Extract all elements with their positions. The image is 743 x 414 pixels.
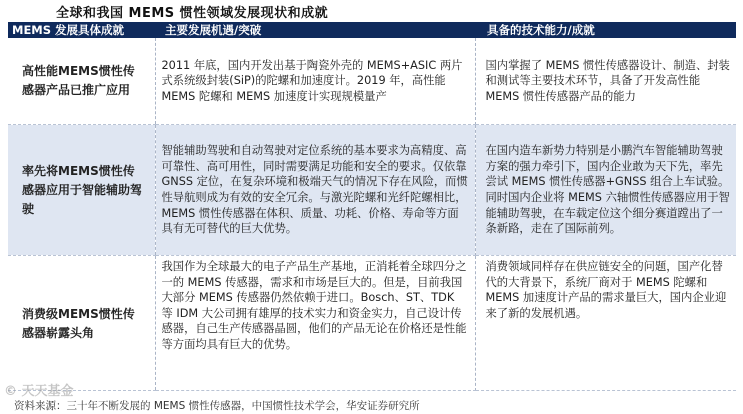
row-label: 消费级MEMS惯性传感器崭露头角 [8, 256, 155, 391]
table-row [8, 125, 736, 256]
table-header-row [8, 22, 736, 38]
watermark: © 天天基金 [4, 384, 74, 399]
header-capability: 具备的技术能力/成就 [475, 22, 736, 38]
mems-achievements-table [8, 22, 736, 391]
header-achievement: MEMS 发展具体成就 [8, 22, 155, 38]
table-row [8, 256, 736, 391]
row-capability: 在国内造车新势力特别是小鹏汽车智能辅助驾驶方案的强力牵引下，国内企业敢为天下先，率先尝试 MEMS 惯性传感器+GNSS 组合上车试验。同时国内企业将 MEMS 六轴惯性传感器应用于智能辅助驾驶，在车载定位这个细分赛道蹚出了一条新路，走在了国际前列。 [475, 125, 736, 256]
row-capability: 消费领域同样存在供应链安全的问题，国产化替代的大背景下，系统厂商对于 MEMS 陀螺和 MEMS 加速度计产品的需求量巨大，国内企业迎来了新的发展机遇。 [475, 256, 736, 391]
row-opportunity: 智能辅助驾驶和自动驾驶对定位系统的基本要求为高精度、高可靠性、高可用性，同时需要满足功能和安全的要求。仅依靠 GNSS 定位，在复杂环境和极端天气的情况下存在风险，而惯性导航则成为有效的安全冗余。与激光陀螺和光纤陀螺相比，MEMS 惯性传感器在体积、质量、功耗、价格、寿命等方面具有无可替代的巨大优势。 [155, 125, 475, 256]
row-label: 高性能MEMS惯性传感器产品已推广应用 [8, 38, 155, 125]
document-title: 全球和我国 MEMS 惯性领域发展现状和成就 [56, 6, 329, 21]
table-row [8, 38, 736, 125]
row-label: 率先将MEMS惯性传感器应用于智能辅助驾驶 [8, 125, 155, 256]
row-opportunity: 我国作为全球最大的电子产品生产基地，正消耗着全球四分之一的 MEMS 传感器，需求和市场是巨大的。但是，目前我国大部分 MEMS 传感器仍然依赖于进口。Bosch、ST、TDK 等 IDM 大公司拥有雄厚的技术实力和资金实力，自己设计传感器，自己生产传感器晶圆，他们的产品无论在价格还是性能等方面均具有巨大的优势。 [155, 256, 475, 391]
source-note: 资料来源：三十年不断发展的 MEMS 惯性传感器，中国惯性技术学会，华安证券研究所 [14, 400, 420, 412]
header-opportunity: 主要发展机遇/突破 [155, 22, 475, 38]
row-opportunity: 2011 年底，国内开发出基于陶瓷外壳的 MEMS+ASIC 两片式系统级封装(SiP)的陀螺和加速度计。2019 年，高性能 MEMS 陀螺和 MEMS 加速度计实现规模量产 [155, 38, 475, 125]
row-capability: 国内掌握了 MEMS 惯性传感器设计、制造、封装和测试等主要技术环节，具备了开发高性能 MEMS 惯性传感器产品的能力 [475, 38, 736, 125]
